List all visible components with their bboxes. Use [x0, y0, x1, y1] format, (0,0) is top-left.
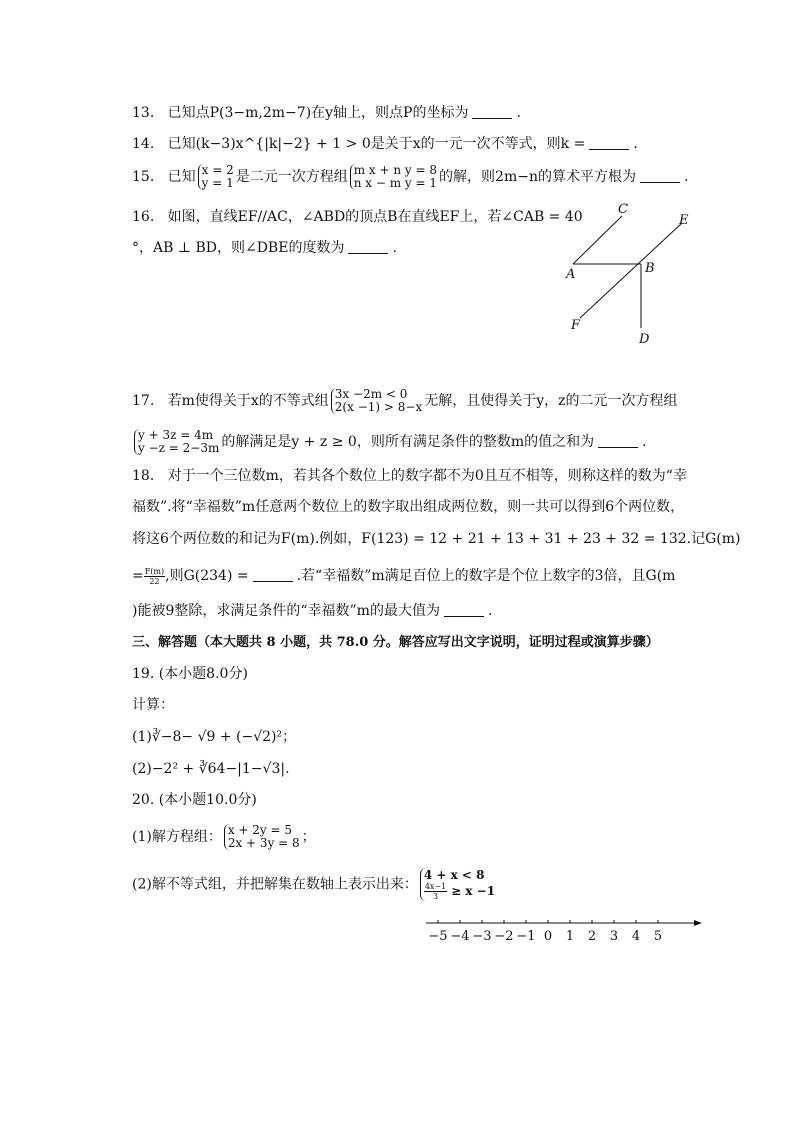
axis-tick-label: 5 [653, 929, 663, 944]
question-17-cont: y + 3z = 4m y −z = 2−3m 的解满足是y + z ≥ 0，则所有满足条件的整数m的值之和为 . [132, 429, 647, 455]
question-19-header: 19. (本小题8.0分) [132, 666, 248, 682]
question-20-part1: (1)解方程组： x + 2y = 5 2x + 3y = 8 ； [132, 823, 316, 850]
axis-tick-label: 2 [587, 929, 597, 944]
number-line [420, 912, 710, 946]
question-13: 13. 已知点P(3−m,2m−7)在y轴上，则点P的坐标为 . [132, 105, 521, 121]
question-17: 17. 若m使得关于x的不等式组 3x −2m < 0 2(x −1) > 8−x 无解，且使得关于y，z的二元一次方程组 [132, 387, 678, 414]
answer-blank[interactable] [598, 433, 638, 448]
line-EF [580, 223, 682, 318]
question-16: 16. 如图，直线EF//AC，∠ABD的顶点B在直线EF上，若∠CAB = 40 [132, 209, 583, 225]
answer-blank[interactable] [348, 239, 388, 254]
equation-system: y + 3z = 4m y −z = 2−3m [134, 429, 219, 455]
axis-tick-label: 0 [543, 929, 553, 944]
fraction: $\frac{F(m)}{22}$ [144, 566, 165, 586]
answer-blank[interactable] [589, 135, 629, 150]
question-18-line3: 将这6个两位数的和记为F(m).例如，F(123) = 12 + 21 + 13 + 31 + 23 + 32 = 132.记G(m) [132, 531, 741, 547]
answer-blank[interactable] [253, 567, 293, 582]
axis-tick-label: −3 [472, 929, 492, 944]
section-heading: 三、解答题（本大题共 8 小题，共 78.0 分。解答应写出文字说明，证明过程或演算步骤） [132, 635, 659, 650]
answer-blank[interactable] [472, 104, 512, 119]
geometry-figure [560, 200, 710, 350]
question-15: 15. 已知 x = 2 y = 1 是二元一次方程组 m x + n y = 8 n x − m y = 1 的解，则2m−n的算术平方根为 . [132, 163, 689, 190]
question-18-line5: )能被9整除，求满足条件的“幸福数”m的最大值为 . [132, 603, 493, 619]
question-20-header: 20. (本小题10.0分) [132, 792, 257, 808]
question-14: 14. 已知(k−3)x^{|k|−2} + 1 > 0是关于x的一元一次不等式，则k = . [132, 136, 638, 152]
axis-tick-label: 3 [609, 929, 619, 944]
question-19-part2: (2)−2² + ∛64−|1−√3|. [132, 761, 290, 777]
solution-system: x = 2 y = 1 [198, 164, 234, 190]
answer-blank[interactable] [444, 602, 484, 617]
equation-system: x + 2y = 5 2x + 3y = 8 [224, 824, 300, 850]
axis-tick-label: 1 [565, 929, 575, 944]
label-B: B [645, 261, 655, 276]
label-C: C [618, 202, 628, 217]
question-18: 18. 对于一个三位数m，若其各个数位上的数字都不为0且互不相等，则称这样的数为“幸 [132, 468, 687, 484]
axis-tick-label: −1 [516, 929, 536, 944]
calc-label: 计算： [132, 697, 174, 713]
answer-blank[interactable] [640, 168, 680, 183]
label-F: F [571, 318, 581, 333]
question-16-cont: °，AB ⊥ BD，则∠DBE的度数为 . [132, 240, 397, 256]
axis-tick-label: −4 [450, 929, 470, 944]
inequality-system: 4 + x < 8 $\frac{4x-1}{3}$ ≥ x −1 [420, 868, 495, 901]
axis-tick-label: 4 [631, 929, 641, 944]
inequality-system: 3x −2m < 0 2(x −1) > 8−x [331, 388, 422, 414]
question-13-text: 已知点P(3−m,2m−7)在y轴上，则点P的坐标为 [167, 105, 469, 121]
label-A: A [566, 267, 576, 282]
label-D: D [639, 332, 650, 347]
label-E: E [679, 213, 689, 228]
question-14-text: 已知(k−3)x^{|k|−2} + 1 > 0是关于x的一元一次不等式，则k = [167, 136, 586, 152]
question-18-line2: 福数”.将“幸福数”m任意两个数位上的数字取出组成两位数，则一共可以得到6个两位数， [132, 499, 685, 515]
axis-tick-label: −2 [494, 929, 514, 944]
question-20-part2: (2)解不等式组，并把解集在数轴上表示出来：4 + x < 8 $\frac{4x-1}{3}$ ≥ x −1 [132, 868, 496, 901]
arrow-icon [694, 920, 702, 926]
question-18-line4: = $\frac{F(m)}{22}$ ,则G(234) = .若“幸福数”m满足百位上的数字是个位上数字的3倍，且G(m [132, 566, 676, 586]
equation-system: m x + n y = 8 n x − m y = 1 [350, 164, 437, 190]
line-AC [573, 216, 622, 264]
question-19-part1: (1)∛−8− √9 + (−√2)²； [132, 729, 297, 745]
axis-tick-label: −5 [428, 929, 448, 944]
